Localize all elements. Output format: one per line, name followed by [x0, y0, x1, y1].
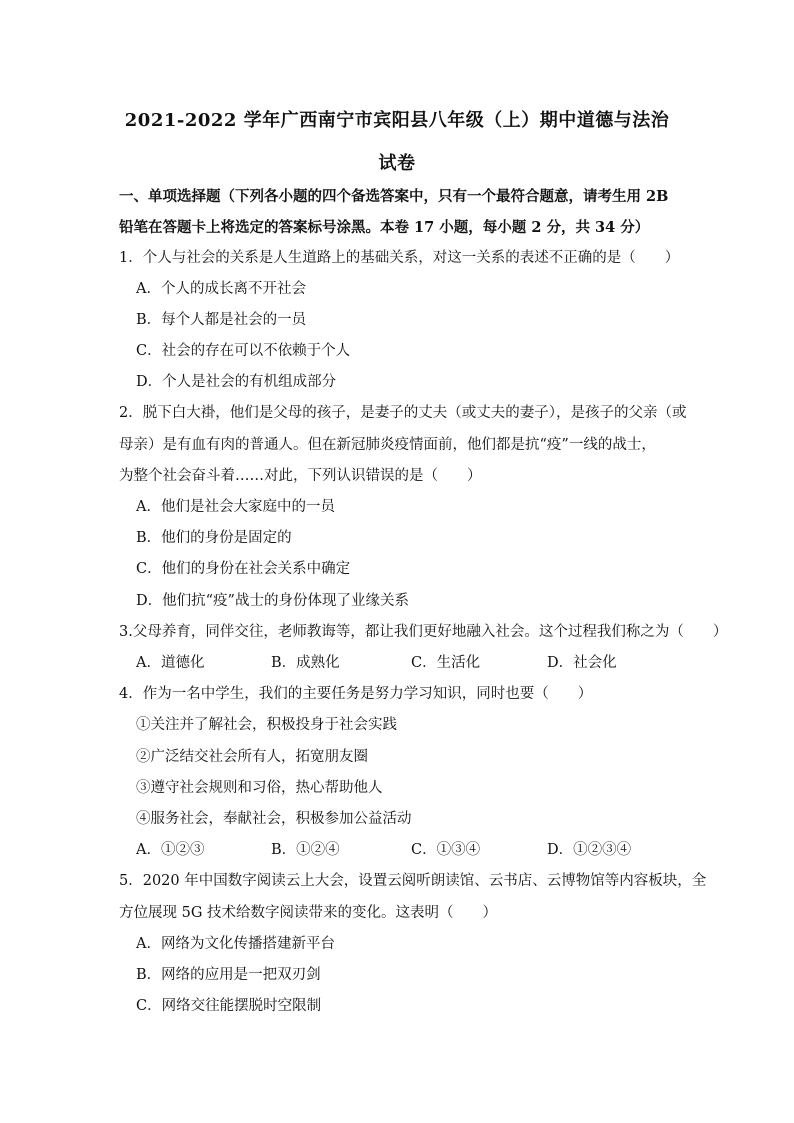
- question-5-stem-line2: 方位展现 5G 技术给数字阅读带来的变化。这表明（ ）: [119, 905, 498, 921]
- question-3-option-b: B．成熟化: [271, 655, 340, 671]
- question-4-item-3: ③遵守社会规则和习俗，热心帮助他人: [136, 780, 383, 796]
- question-1-option-c: C．社会的存在可以不依赖于个人: [136, 343, 351, 359]
- question-3-option-c: C．生活化: [411, 655, 481, 671]
- question-4-option-a: A．①②③: [136, 842, 205, 858]
- question-4-option-d: D．①②③④: [547, 842, 632, 858]
- question-3-option-d: D．社会化: [547, 655, 617, 671]
- section-heading: 一、单项选择题（下列各小题的四个备选答案中，只有一个最符合题意，请考生用 2B 铅笔在答题卡上将选定的答案标号涂黑。本卷 17 小题，每小题 2 分，共 34 分）: [119, 188, 669, 236]
- question-2-option-c: C．他们的身份在社会关系中确定: [136, 561, 351, 577]
- question-2-option-b: B．他们的身份是固定的: [136, 530, 292, 546]
- question-5-option-a: A．网络为文化传播搭建新平台: [136, 936, 335, 952]
- question-4-item-4: ④服务社会，奉献社会，积极参加公益活动: [136, 811, 412, 827]
- question-1-stem: 1．个人与社会的关系是人生道路上的基础关系，对这一关系的表述不正确的是（ ）: [119, 250, 680, 266]
- exam-title-line2: 试卷: [378, 153, 416, 174]
- question-3-stem: 3.父母养育，同伴交往，老师教诲等，都让我们更好地融入社会。这个过程我们称之为（ ）: [119, 624, 728, 640]
- question-1-option-d: D．个人是社会的有机组成部分: [136, 374, 337, 390]
- question-4-item-2: ②广泛结交社会所有人，拓宽朋友圈: [136, 749, 368, 765]
- question-1-option-b: B．每个人都是社会的一员: [136, 312, 307, 328]
- question-4-option-c: C．①③④: [411, 842, 481, 858]
- exam-title-line1: 2021-2022 学年广西南宁市宾阳县八年级（上）期中道德与法治: [124, 110, 670, 131]
- question-2-stem-line2: 母亲）是有血有肉的普通人。但在新冠肺炎疫情面前，他们都是抗“疫”一线的战士，: [119, 437, 656, 453]
- question-2-option-d: D．他们抗“疫”战士的身份体现了业缘关系: [136, 593, 409, 609]
- question-5-stem-line1: 5．2020 年中国数字阅读云上大会，设置云阅听朗读馆、云书店、云博物馆等内容板块，全: [119, 873, 707, 889]
- question-4-item-1: ①关注并了解社会，积极投身于社会实践: [136, 717, 397, 733]
- question-4-option-b: B．①②④: [271, 842, 340, 858]
- question-5-option-c: C．网络交往能摆脱时空限制: [136, 998, 322, 1014]
- question-4-stem: 4．作为一名中学生，我们的主要任务是努力学习知识，同时也要（ ）: [119, 686, 593, 702]
- question-5-option-b: B．网络的应用是一把双刃剑: [136, 967, 321, 983]
- question-1-option-a: A．个人的成长离不开社会: [136, 281, 306, 297]
- question-2-stem-line3: 为整个社会奋斗着……对此，下列认识错误的是（ ）: [119, 468, 482, 484]
- question-2-option-a: A．他们是社会大家庭中的一员: [136, 499, 335, 515]
- question-3-option-a: A．道德化: [136, 655, 205, 671]
- question-2-stem-line1: 2．脱下白大褂，他们是父母的孩子，是妻子的丈夫（或丈夫的妻子），是孩子的父亲（或: [119, 405, 687, 421]
